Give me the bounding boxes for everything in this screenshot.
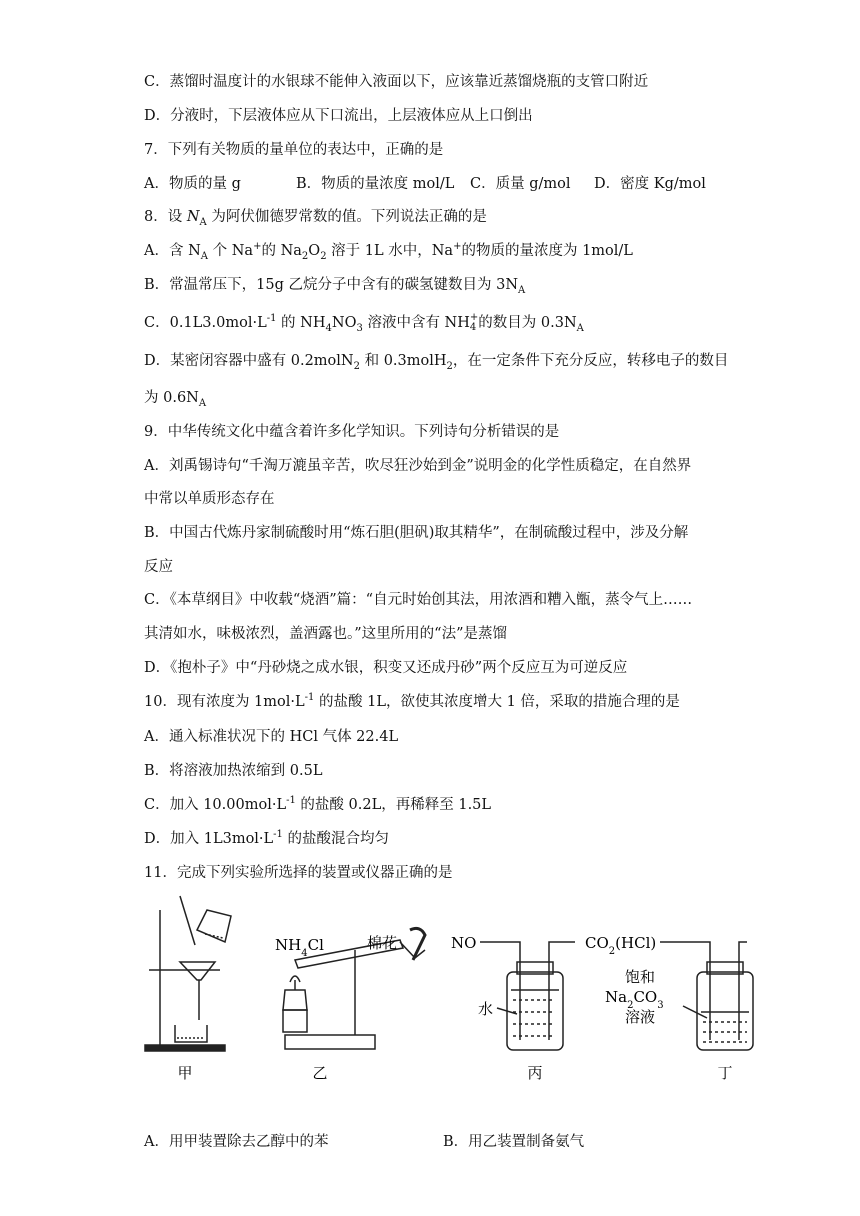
apparatus-jia <box>145 896 231 1051</box>
question-9-b: B．中国古代炼丹家制硫酸时用“炼石胆(胆矾)取其精华”，在制硫酸过程中，涉及分解 <box>144 525 689 541</box>
question-8-d: D．某密闭容器中盛有 0.2molN$_2$ 和 0.3molH$_2$，在一定条件下充分反应，转移电子的数目 <box>144 353 729 372</box>
question-7-options: A．物质的量 g B．物质的量浓度 mol/L C．质量 g/mol D．密度 Kg/mol <box>144 176 706 192</box>
question-10: 10．现有浓度为 $1mol\cdot L^{-1}$ 的盐酸 1L，欲使其浓度增大 1 倍，采取的措施合理的是 <box>144 692 680 710</box>
label-no: NO <box>451 934 477 952</box>
question-8-d-cont: 为 $0.6N_A$ <box>144 390 207 409</box>
label-cotton: 棉花 <box>367 934 398 952</box>
question-8: 8．设 $N_A$ 为阿伏伽德罗常数的值。下列说法正确的是 <box>144 209 487 228</box>
label-co2-hcl: $CO_2(HCl)$ <box>585 934 657 957</box>
label-bing: 丙 <box>527 1064 543 1082</box>
label-jia: 甲 <box>177 1064 193 1082</box>
question-10-c: C．加入 $10.00mol\cdot L^{-1}$ 的盐酸 0.2L，再稀释至 1.5L <box>144 795 492 813</box>
line-option-d: D．分液时，下层液体应从下口流出，上层液体应从上口倒出 <box>144 108 533 124</box>
question-11: 11．完成下列实验所选择的装置或仪器正确的是 <box>144 865 453 881</box>
question-9-c-cont: 其清如水，味极浓烈，盖酒露也。”这里所用的“法”是蒸馏 <box>144 626 507 642</box>
question-10-b: B．将溶液加热浓缩到 0.5L <box>144 763 323 779</box>
label-solution: 溶液 <box>625 1008 656 1026</box>
apparatus-yi <box>283 928 425 1049</box>
question-9-a-cont: 中常以单质形态存在 <box>144 491 275 507</box>
question-9: 9．中华传统文化中蕴含着许多化学知识。下列诗句分析错误的是 <box>144 424 560 440</box>
question-11-a: A．用甲装置除去乙醇中的苯 <box>144 1134 329 1150</box>
question-10-a: A．通入标准状况下的 HCl 气体 22.4L <box>144 729 399 745</box>
label-na2co3: $Na_2CO_3$ <box>605 988 664 1011</box>
apparatus-ding <box>660 942 753 1050</box>
question-8-b: B．常温常压下，15g 乙烷分子中含有的碳氢键数目为 $3N_A$ <box>144 277 526 296</box>
question-9-a: A．刘禹锡诗句“千淘万漉虽辛苦，吹尽狂沙始到金”说明金的化学性质稳定，在自然界 <box>144 458 692 474</box>
question-9-c: C．《本草纲目》中收载“烧酒”篇：“自元时始创其法，用浓酒和糟入甑，蒸令气上…… <box>144 592 693 608</box>
label-nh4cl: $NH_4Cl$ <box>275 936 324 959</box>
label-water: 水 <box>478 1000 494 1018</box>
label-saturated: 饱和 <box>625 968 656 986</box>
label-ding: 丁 <box>717 1064 733 1082</box>
question-8-c: C．$0.1L3.0mol\cdot L^{-1}$ 的 $NH_4NO_3$ 溶液中含有 NH + 4 的数目为 $0.3N_A$ <box>144 312 584 334</box>
question-10-d: D．加入 $1L3mol\cdot L^{-1}$ 的盐酸混合均匀 <box>144 829 390 847</box>
label-yi: 乙 <box>312 1064 328 1082</box>
question-9-d: D．《抱朴子》中“丹砂烧之成水银，积变又还成丹砂”两个反应互为可逆反应 <box>144 660 628 676</box>
apparatus-figure <box>135 890 775 1090</box>
question-8-a: A．含 $N_A$ 个 Na+的 $Na_2O_2$ 溶于 1L 水中，Na+的物质的量浓度为 1mol/L <box>144 241 633 262</box>
question-7: 7．下列有关物质的量单位的表达中，正确的是 <box>144 142 444 158</box>
question-9-b-cont: 反应 <box>144 559 173 575</box>
question-11-b: B．用乙装置制备氨气 <box>443 1134 585 1150</box>
apparatus-bing <box>480 942 575 1050</box>
line-option-c: C．蒸馏时温度计的水银球不能伸入液面以下，应该靠近蒸馏烧瓶的支管口附近 <box>144 74 649 90</box>
